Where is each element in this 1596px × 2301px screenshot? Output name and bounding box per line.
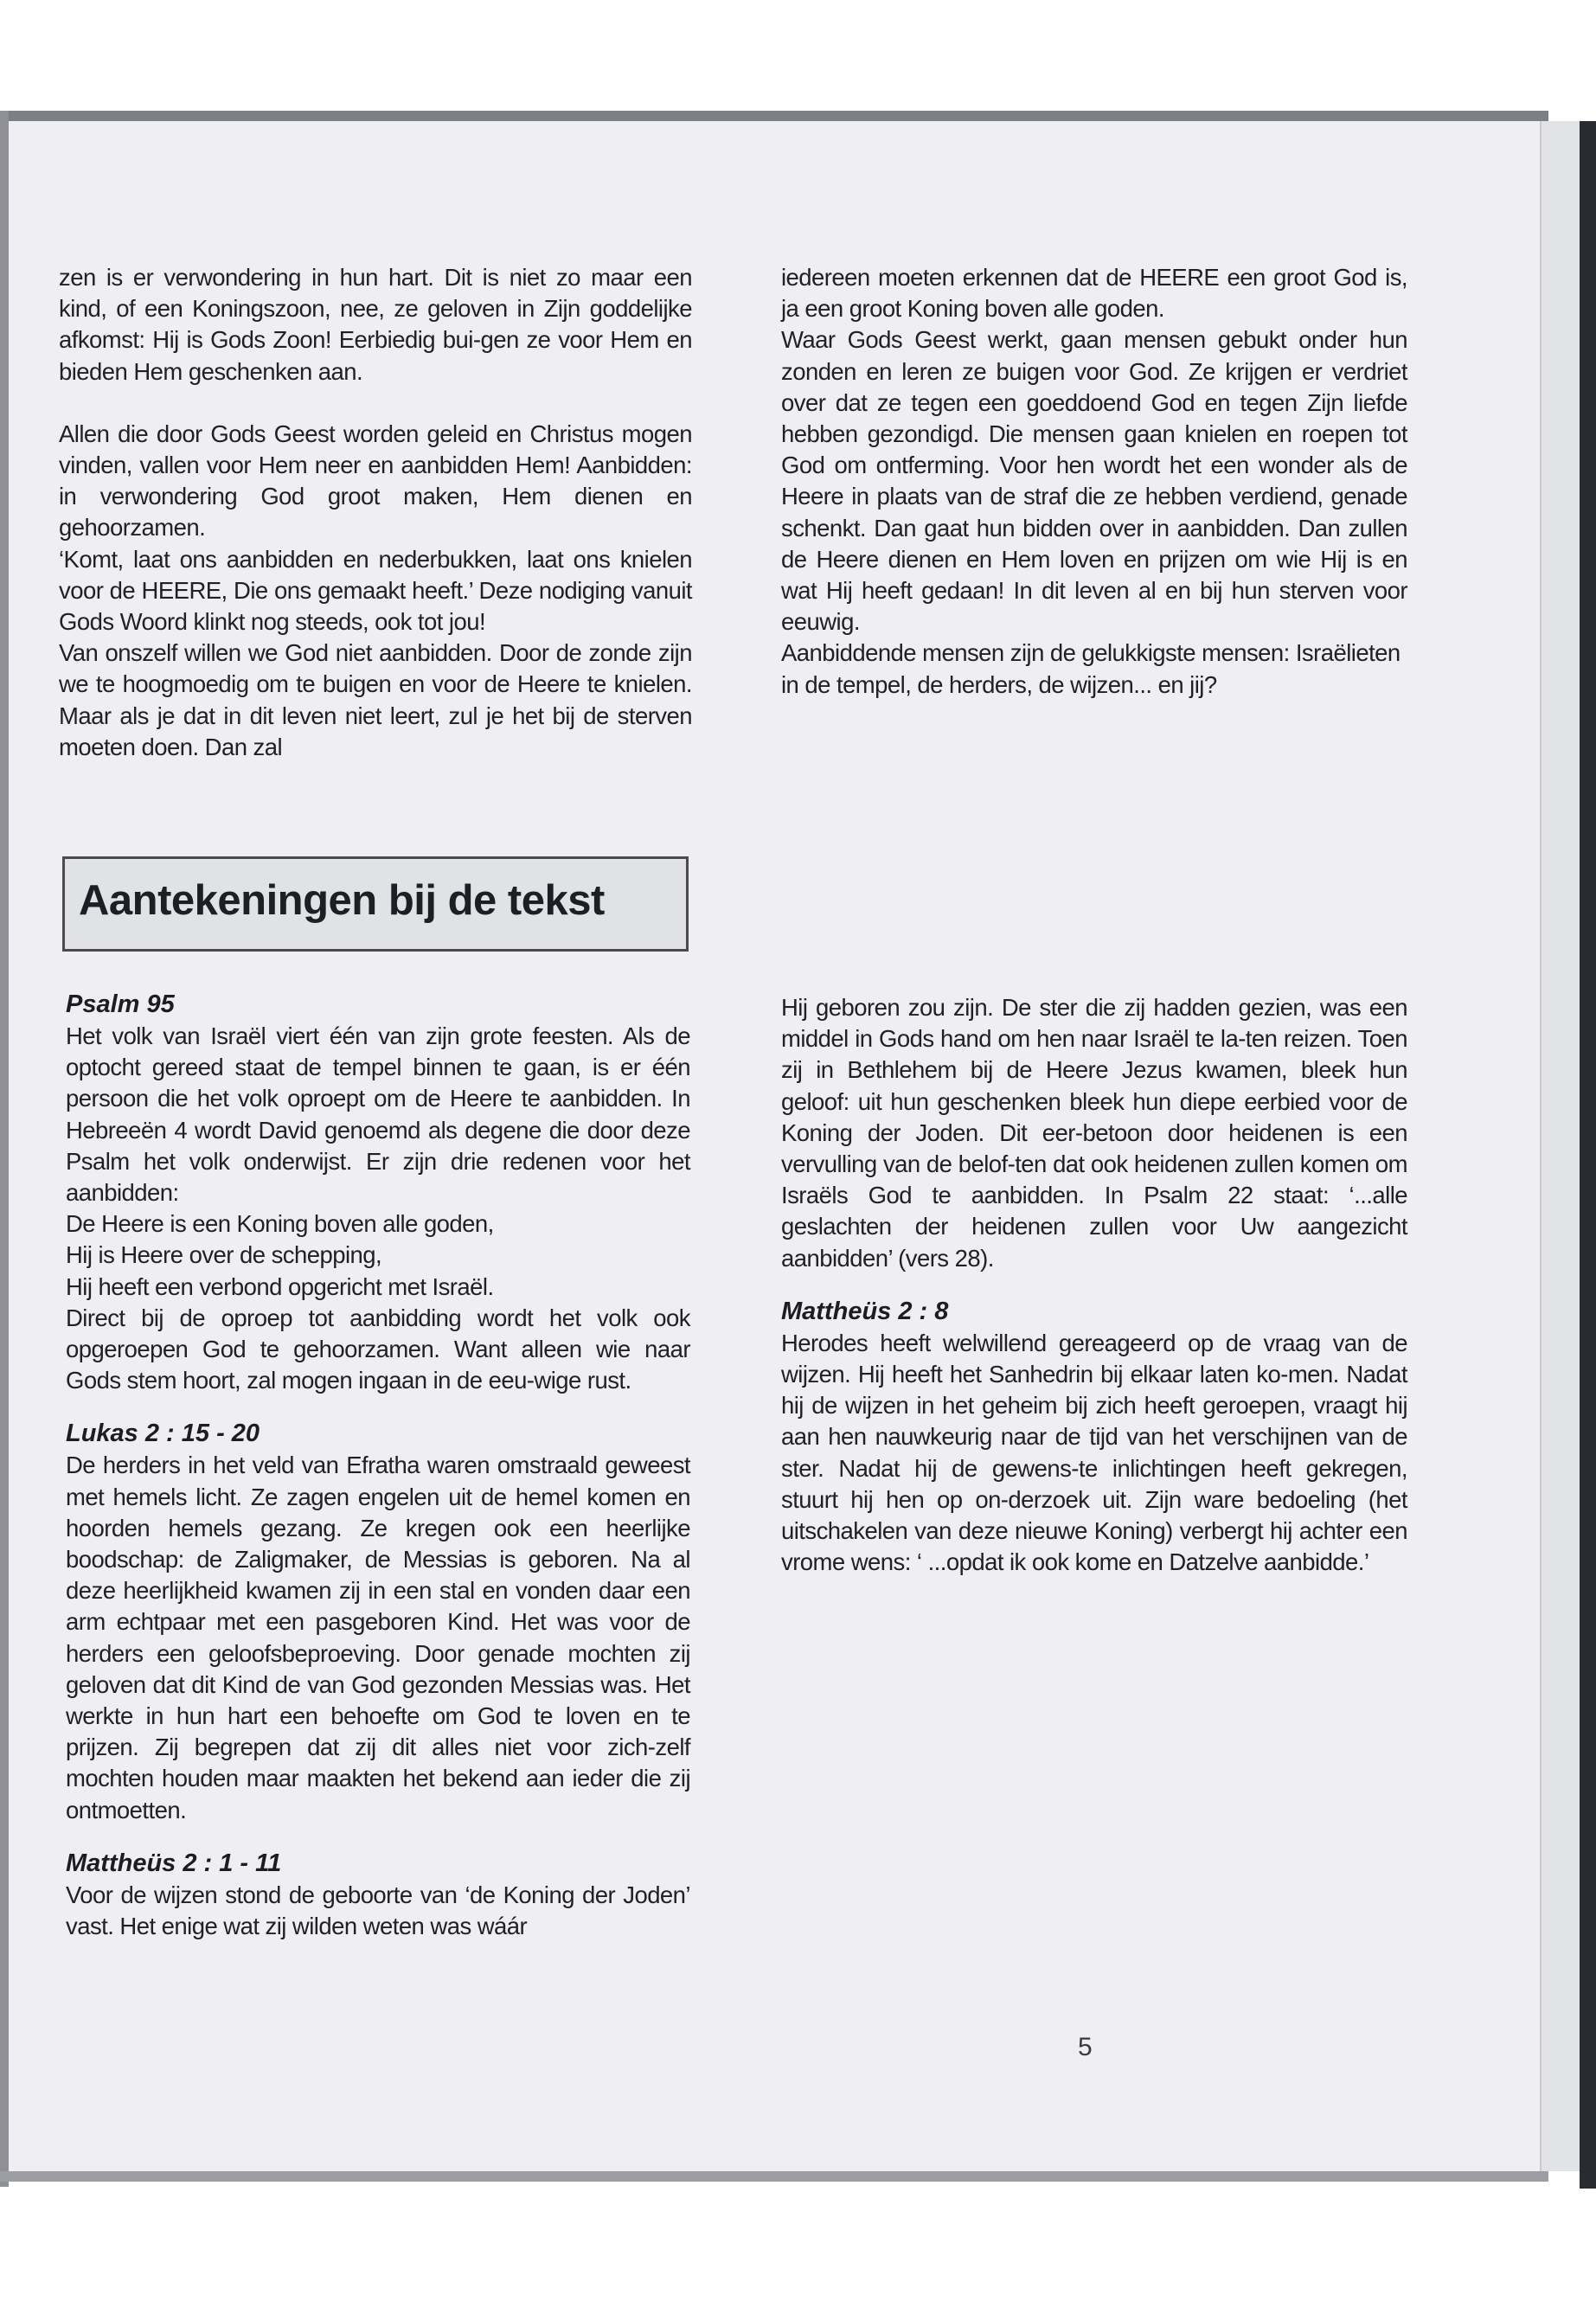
note-heading-psalm-95: Psalm 95: [66, 990, 175, 1018]
note-heading-mattheus-1-11: Mattheüs 2 : 1 - 11: [66, 1849, 282, 1877]
scan-left-edge: [0, 111, 9, 2187]
paragraph: iedereen moeten erkennen dat de HEERE een groot God is, ja een groot Koning boven alle goden.: [781, 264, 1407, 323]
note-text: Hij geboren zou zijn. De ster die zij hadden gezien, was een middel in Gods hand om hen naar Israël te la-ten reizen. Toen zij in Bethlehem bij de Heere Jezus kwamen, bleek hun geloof: uit hun geschenken bleek hun diepe eerbied voor de Koning der Joden. Dit eer-betoon door heidenen is een vervulling van de belof-ten dat ook heidenen zullen komen om Israëls God te aanbidden. In Psalm 22 staat: ‘...alle geslachten der heidenen zullen voor Uw aangezicht aanbidden’ (vers 28).: [781, 994, 1407, 1272]
paragraph: Waar Gods Geest werkt, gaan mensen gebukt onder hun zonden en leren ze buigen voor God. Ze krijgen er verdriet over dat ze tegen een goeddoend God en tegen Zijn liefde hebben gezondigd. Die mensen gaan knielen en roepen tot God om ontferming. Voor hen wordt het een wonder als de Heere in plaats van de straf die ze hebben verdiend, genade schenkt. Dan gaat hun bidden over in aanbidden. Dan zullen de Heere dienen en Hem loven en prijzen om wie Hij is en wat Hij heeft gedaan! In dit leven al en bij hun sterven voor eeuwig.: [781, 326, 1407, 636]
notes-left-column: [66, 988, 690, 1942]
paragraph: Allen die door Gods Geest worden geleid en Christus mogen vinden, vallen voor Hem neer en aanbidden Hem! Aanbidden: in verwondering God groot maken, Hem dienen en gehoorzamen.: [59, 420, 692, 542]
note-line: Hij heeft een verbond opgericht met Israël.: [66, 1272, 494, 1300]
scan-bottom-edge: [0, 2171, 1548, 2182]
note-text: Herodes heeft welwillend gereageerd op de vraag van de wijzen. Hij heeft het Sanhedrin bij elkaar laten ko-men. Nadat hij de wijzen in het geheim bij zich heeft geroepen, vraagt hij aan hen nauwkeurig naar de tijd van het verschijnen van de ster. Nadat hij de gewens-te inlichtingen heeft gekregen, stuurt hij hen op on-derzoek uit. Zijn ware bedoeling (het uitschakelen van deze nieuwe Koning) verbergt hij achter een vrome wens: ‘ ...opdat ik ook kome en Datzelve aanbidde.’: [781, 1329, 1407, 1576]
note-text: Het volk van Israël viert één van zijn grote feesten. Als de optocht gereed staat de tempel binnen te gaan, is er één persoon die het volk oproept om de Heere te aanbidden. In Hebreeën 4 wordt David genoemd als degene die door deze Psalm het volk onderwijst. Er zijn drie redenen voor het aanbidden:: [66, 1022, 690, 1207]
notes-right-column: [781, 992, 1407, 1578]
section-heading-box: [62, 856, 689, 952]
note-line: Hij is Heere over de schepping,: [66, 1241, 382, 1269]
note-text: Voor de wijzen stond de geboorte van ‘de Koning der Joden’ vast. Het enige wat zij wilden weten was wáár: [66, 1881, 690, 1940]
section-title: Aantekeningen bij de tekst: [79, 877, 605, 924]
scan-right-edge: [1580, 121, 1596, 2189]
note-heading-lukas: Lukas 2 : 15 - 20: [66, 1420, 260, 1448]
top-right-column: [781, 262, 1407, 701]
paragraph: zen is er verwondering in hun hart. Dit is niet zo maar een kind, of een Koningszoon, nee, ze geloven in Zijn goddelijke afkomst: Hij is Gods Zoon! Eerbiedig bui-gen ze voor Hem en bieden Hem geschenken aan.: [59, 264, 692, 385]
top-left-column: [59, 262, 692, 763]
page-number: 5: [1078, 2033, 1093, 2061]
note-heading-mattheus-2-8: Mattheüs 2 : 8: [781, 1297, 949, 1325]
paragraph: Van onszelf willen we God niet aanbidden. Door de zonde zijn we te hoogmoedig om te buigen en voor de Heere te knielen. Maar als je dat in dit leven niet leert, zul je het bij de sterven moeten doen. Dan zal: [59, 639, 692, 760]
note-text: Direct bij de oproep tot aanbidding wordt het volk ook opgeroepen God te gehoorzamen. Want alleen wie naar Gods stem hoort, zal mogen ingaan in de eeu-wige rust.: [66, 1304, 690, 1394]
note-text: De herders in het veld van Efratha waren omstraald geweest met hemels licht. Ze zagen engelen uit de hemel komen en hoorden hemels gezang. Ze kregen ook een heerlijke boodschap: de Zaligmaker, de Messias is geboren. Na al deze heerlijkheid kwamen zij in een stal en vonden daar een arm echtpaar met een pasgeboren Kind. Het was voor de herders een geloofsbeproeving. Door genade mochten zij geloven dat dit Kind de van God gezonden Messias was. Het werkte in hun hart een behoefte om God te loven en te prijzen. Zij begrepen dat zij dit alles niet voor zich-zelf mochten houden maar maakten het bekend aan ieder die zij ontmoetten.: [66, 1452, 690, 1823]
paragraph: Aanbiddende mensen zijn de gelukkigste mensen: Israëlieten in de tempel, de herders, de wijzen... en jij?: [781, 639, 1401, 698]
page-right-margin-band: [1540, 121, 1581, 2171]
paragraph: ‘Komt, laat ons aanbidden en nederbukken, laat ons knielen voor de HEERE, Die ons gemaakt heeft.’ Deze nodiging vanuit Gods Woord klinkt nog steeds, ook tot jou!: [59, 545, 692, 636]
scan-top-edge: [0, 111, 1548, 121]
note-line: De Heere is een Koning boven alle goden,: [66, 1210, 494, 1238]
